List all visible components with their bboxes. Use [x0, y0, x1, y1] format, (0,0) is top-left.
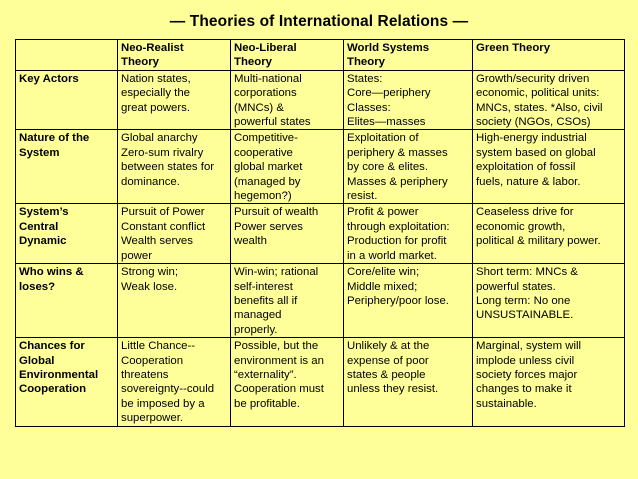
row-header-line: Environmental — [19, 368, 99, 381]
table-row — [16, 70, 625, 130]
cell-line: superpower. — [121, 412, 184, 425]
cell-line: Power serves — [234, 220, 304, 233]
cell-line: great powers. — [121, 101, 191, 114]
cell-line: periphery & masses — [347, 146, 448, 159]
cell-line: changes to make it — [476, 383, 572, 396]
row-header-line: System’s — [19, 206, 69, 219]
table-row — [16, 130, 625, 204]
column-header-line: Theory — [347, 56, 385, 69]
cell-line: Periphery/poor lose. — [347, 294, 449, 307]
table-cell — [344, 130, 473, 204]
cell-line: society (NGOs, CSOs) — [476, 116, 591, 129]
cell-line: environment is an — [234, 354, 324, 367]
cell-line: political & military power. — [476, 235, 601, 248]
row-header-line: Key Actors — [19, 72, 79, 85]
row-header-line: Chances for — [19, 340, 85, 353]
column-header-line: Theory — [121, 56, 159, 69]
cell-line: be profitable. — [234, 397, 300, 410]
header-row — [16, 40, 625, 71]
column-header — [231, 40, 344, 71]
cell-line: UNSUSTAINABLE. — [476, 309, 574, 322]
table-row — [16, 264, 625, 338]
cell-line: wealth — [234, 235, 267, 248]
cell-line: fuels, nature & labor. — [476, 175, 581, 188]
cell-line: Zero-sum rivalry — [121, 146, 204, 159]
cell-line: unless they resist. — [347, 383, 439, 396]
column-header-line: World Systems — [347, 42, 430, 54]
cell-line: cooperative — [234, 146, 293, 159]
table-cell — [473, 338, 625, 426]
table-row — [16, 338, 625, 426]
table-cell — [344, 338, 473, 426]
row-header-line: Global — [19, 354, 55, 367]
row-header-line: System — [19, 146, 60, 159]
row-header-line: Who wins & — [19, 266, 84, 279]
cell-line: powerful states. — [476, 280, 556, 293]
table-cell — [231, 264, 344, 338]
cell-line: (managed by — [234, 175, 301, 188]
column-header-line: Neo-Realist — [121, 42, 184, 54]
cell-line: global market — [234, 161, 303, 174]
cell-line: Middle mixed; — [347, 280, 418, 293]
cell-line: Masses & periphery — [347, 175, 448, 188]
row-header-line: Central — [19, 220, 59, 233]
cell-line: powerful states — [234, 116, 311, 129]
table-cell — [473, 264, 625, 338]
cell-line: Core/elite win; — [347, 266, 420, 279]
table-cell — [118, 338, 231, 426]
cell-line: Exploitation of — [347, 132, 419, 145]
cell-line: (MNCs) & — [234, 101, 284, 114]
cell-line: sovereignty--could — [121, 383, 215, 396]
cell-line: system based on global — [476, 146, 596, 159]
cell-line: MNCs, states. *Also, civil — [476, 101, 603, 114]
cell-line: sustainable. — [476, 397, 537, 410]
cell-line: Multi-national — [234, 72, 302, 85]
cell-line: Growth/security driven — [476, 72, 590, 85]
cell-line: managed — [234, 309, 282, 322]
cell-line: benefits all if — [234, 294, 298, 307]
cell-line: Competitive- — [234, 132, 298, 145]
column-header-line: Neo-Liberal — [234, 42, 297, 54]
cell-line: “externality”. — [234, 368, 297, 381]
cell-line: Global anarchy — [121, 132, 198, 145]
table-cell — [231, 204, 344, 264]
row-header-line: Dynamic — [19, 235, 67, 248]
table-cell — [473, 204, 625, 264]
cell-line: especially the — [121, 87, 191, 100]
table-cell — [118, 70, 231, 130]
table-cell — [231, 130, 344, 204]
table-cell — [344, 264, 473, 338]
table-cell — [118, 130, 231, 204]
cell-line: Strong win; — [121, 266, 178, 279]
cell-line: states & people — [347, 368, 426, 381]
cell-line: High-energy industrial — [476, 132, 587, 145]
cell-line: society forces major — [476, 368, 578, 381]
row-header — [16, 338, 118, 426]
column-header — [473, 40, 625, 71]
cell-line: resist. — [347, 190, 378, 203]
cell-line: Short term: MNCs & — [476, 266, 578, 279]
table-cell — [231, 338, 344, 426]
cell-line: Cooperation — [121, 354, 184, 367]
cell-line: States: — [347, 72, 383, 85]
row-header-line: loses? — [19, 280, 56, 293]
cell-line: in a world market. — [347, 249, 437, 262]
corner-cell — [16, 40, 118, 71]
cell-line: power — [121, 249, 153, 262]
row-header — [16, 204, 118, 264]
column-header-line: Green Theory — [476, 42, 551, 54]
table-cell — [473, 130, 625, 204]
cell-line: Production for profit — [347, 235, 447, 248]
cell-line: Marginal, system will — [476, 340, 582, 353]
cell-line: between states for — [121, 161, 215, 174]
cell-line: Pursuit of Power — [121, 206, 205, 219]
table-cell — [344, 204, 473, 264]
cell-line: through exploitation: — [347, 220, 450, 233]
cell-line: properly. — [234, 323, 278, 336]
table-cell — [344, 70, 473, 130]
cell-line: Weak lose. — [121, 280, 178, 293]
cell-line: self-interest — [234, 280, 293, 293]
cell-line: corporations — [234, 87, 297, 100]
cell-line: Nation states, — [121, 72, 191, 85]
cell-line: economic growth, — [476, 220, 566, 233]
row-header-line: Cooperation — [19, 383, 87, 396]
cell-line: Possible, but the — [234, 340, 319, 353]
cell-line: implode unless civil — [476, 354, 575, 367]
cell-line: Win-win; rational — [234, 266, 319, 279]
cell-line: Unlikely & at the — [347, 340, 430, 353]
row-header-line: Nature of the — [19, 132, 90, 145]
cell-line: Core—periphery — [347, 87, 431, 100]
cell-line: Cooperation must — [234, 383, 324, 396]
cell-line: Wealth serves — [121, 235, 193, 248]
table-cell — [231, 70, 344, 130]
row-header — [16, 264, 118, 338]
cell-line: Ceaseless drive for — [476, 206, 574, 219]
cell-line: Pursuit of wealth — [234, 206, 319, 219]
column-header — [118, 40, 231, 71]
cell-line: Constant conflict — [121, 220, 206, 233]
cell-line: dominance. — [121, 175, 180, 188]
cell-line: Long term: No one — [476, 294, 571, 307]
row-header — [16, 70, 118, 130]
table-cell — [473, 70, 625, 130]
cell-line: by core & elites. — [347, 161, 429, 174]
table-cell — [118, 204, 231, 264]
cell-line: exploitation of fossil — [476, 161, 576, 174]
table-cell — [118, 264, 231, 338]
cell-line: Classes: — [347, 101, 391, 114]
row-header — [16, 130, 118, 204]
column-header — [344, 40, 473, 71]
cell-line: Little Chance-- — [121, 340, 196, 353]
cell-line: economic, political units: — [476, 87, 600, 100]
column-header-line: Theory — [234, 56, 272, 69]
cell-line: expense of poor — [347, 354, 429, 367]
table-row — [16, 204, 625, 264]
cell-line: hegemon?) — [234, 190, 292, 203]
cell-line: threatens — [121, 368, 169, 381]
cell-line: Elites—masses — [347, 116, 426, 129]
cell-line: be imposed by a — [121, 397, 205, 410]
cell-line: Profit & power — [347, 206, 419, 219]
page-title: — Theories of International Relations — — [169, 13, 469, 30]
theories-table — [15, 39, 625, 427]
